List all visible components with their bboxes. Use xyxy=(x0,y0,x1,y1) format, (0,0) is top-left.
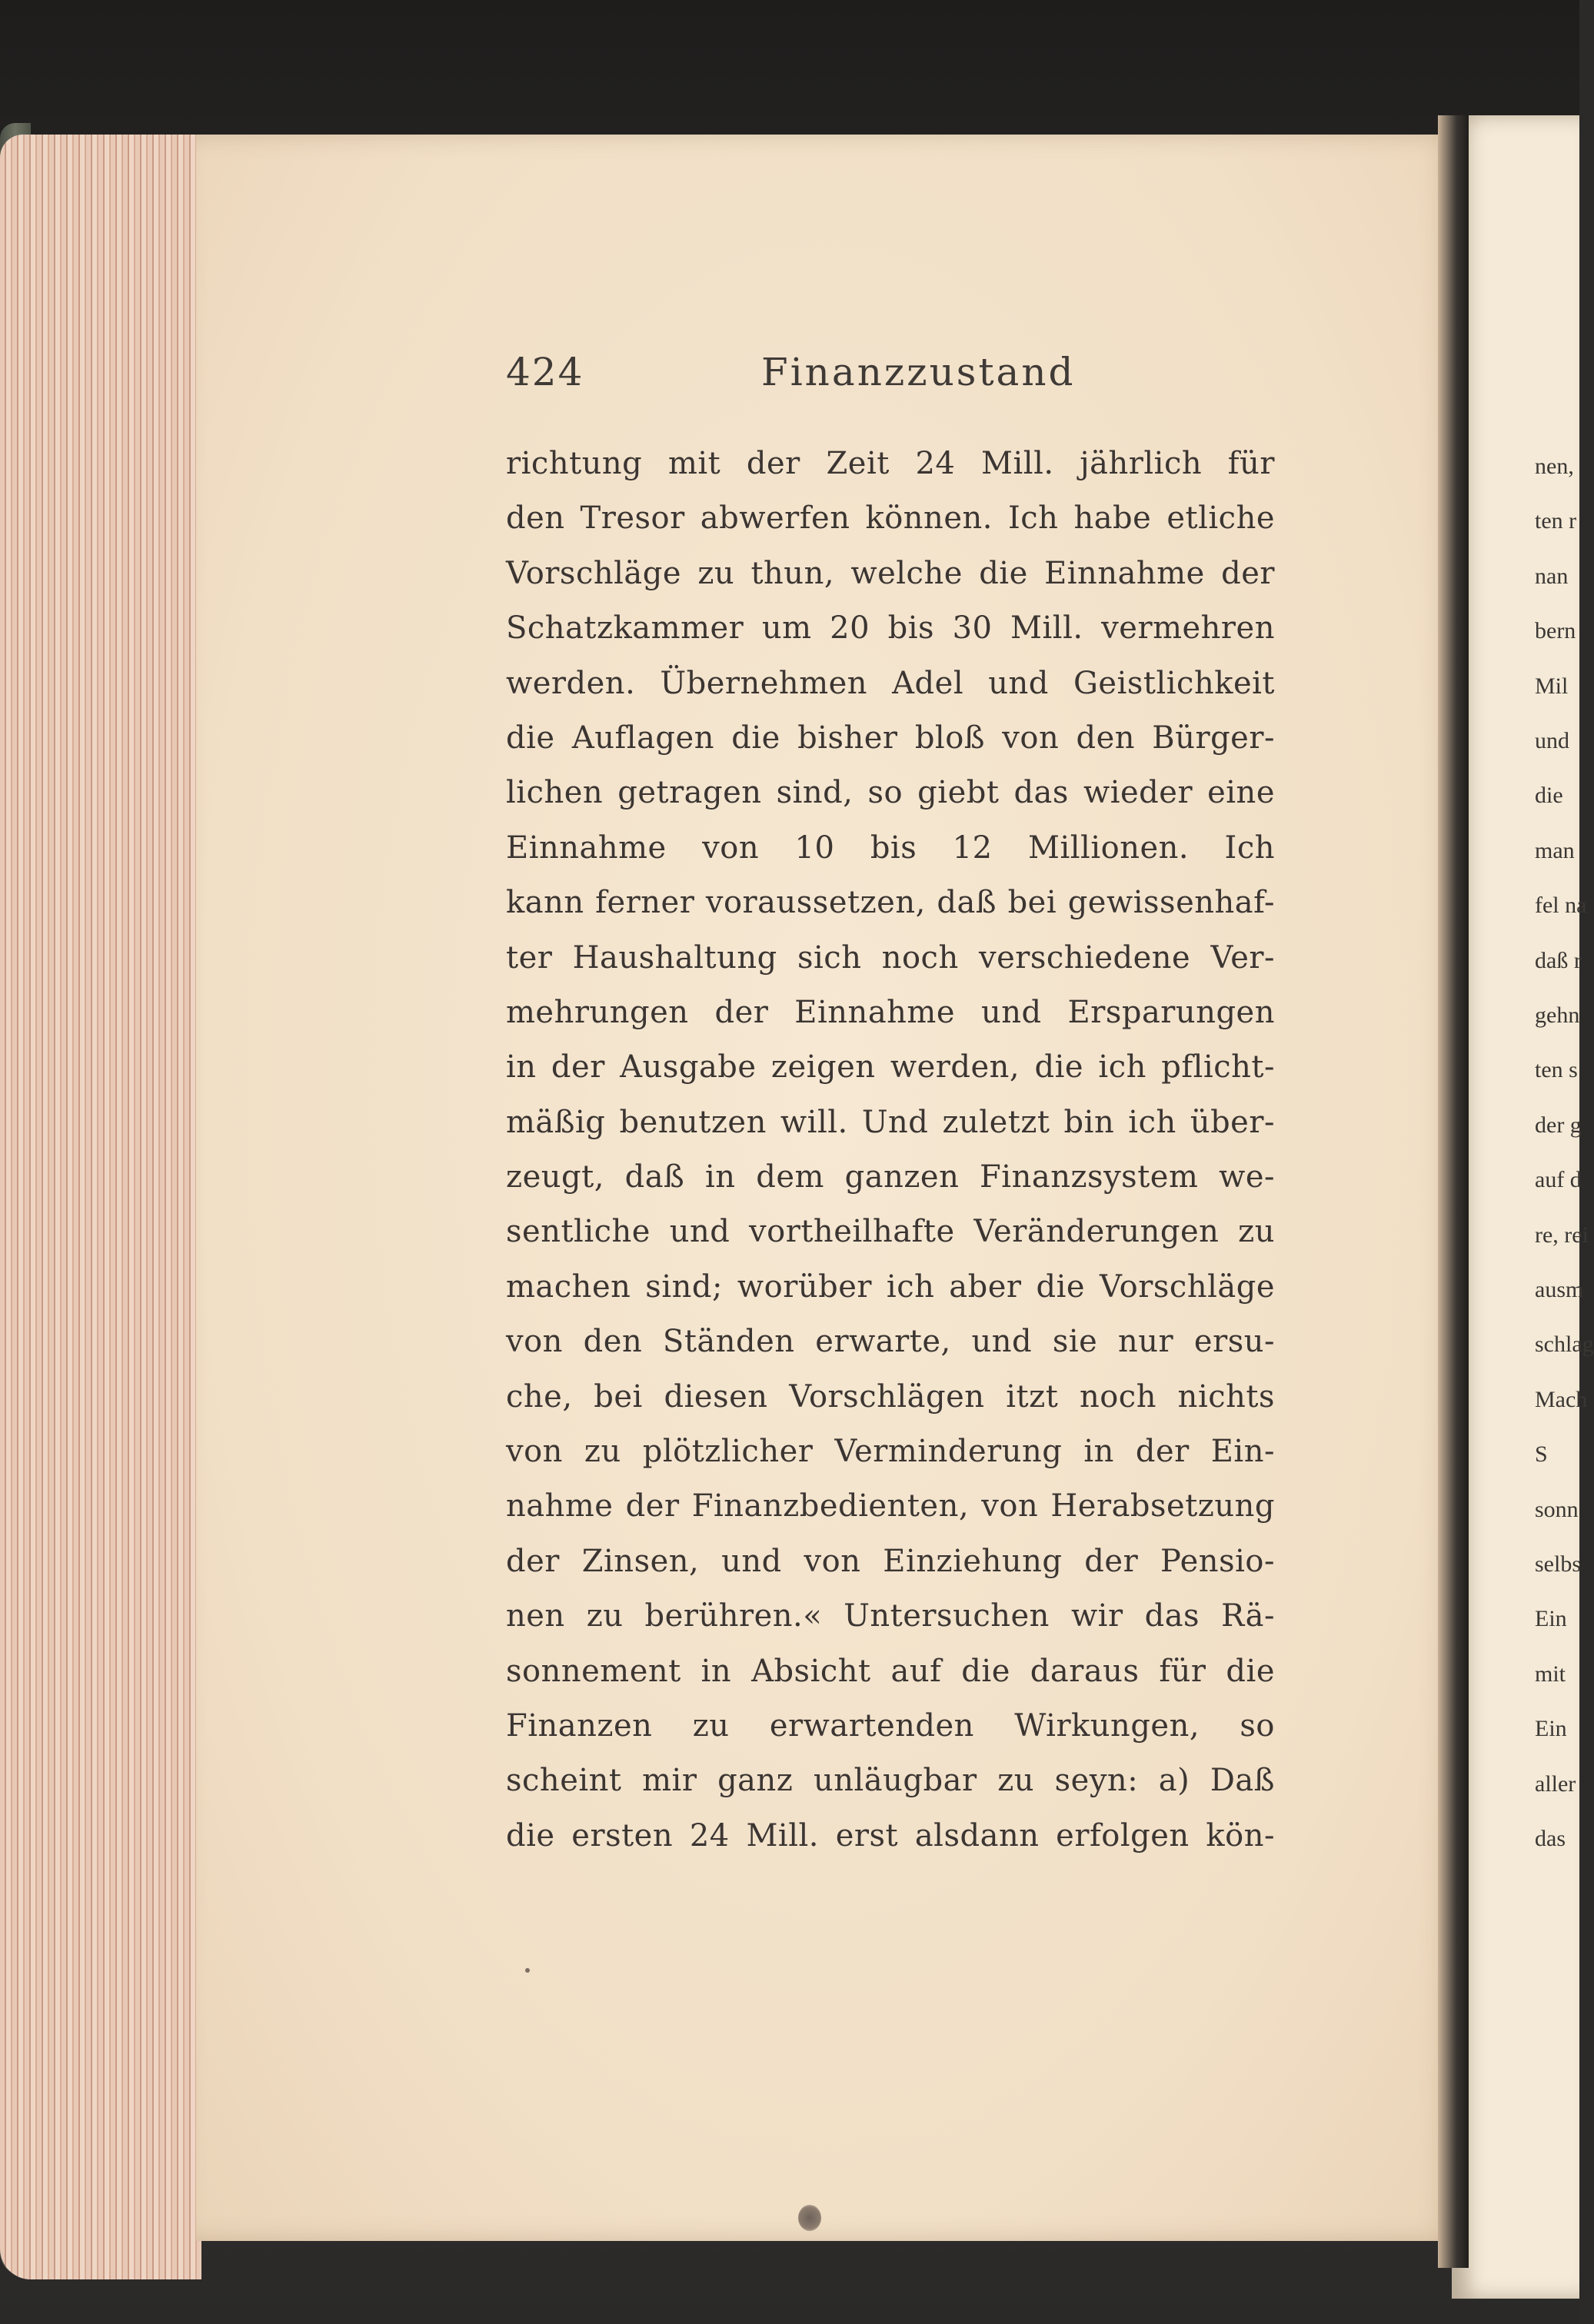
text-line: den Tresor abwerfen können. Ich habe etliche xyxy=(506,500,1275,537)
facing-page-fragment: und xyxy=(1535,728,1569,753)
facing-page-fragment: Mil xyxy=(1535,673,1569,699)
page-stain xyxy=(798,2205,821,2231)
text-line: Vorschläge zu thun, welche die Einnahme der xyxy=(506,555,1275,591)
facing-page-fragment: das xyxy=(1535,1826,1566,1851)
facing-page-fragment: auf d xyxy=(1535,1167,1582,1193)
facing-page-fragment: daß r xyxy=(1535,947,1582,973)
ink-speck xyxy=(525,1968,530,1973)
facing-page xyxy=(1452,115,1594,2299)
facing-page-fragment: ten s xyxy=(1535,1057,1578,1083)
text-line: Einnahme von 10 bis 12 Millionen. Ich xyxy=(506,830,1275,866)
facing-page-fragment: die xyxy=(1535,783,1563,809)
facing-page-fragment: ten r xyxy=(1535,508,1577,534)
text-line: scheint mir ganz unläugbar zu seyn: a) Daß xyxy=(506,1763,1275,1799)
facing-page-fragment: aller xyxy=(1535,1770,1576,1797)
running-head: Finanzzustand xyxy=(761,350,1076,394)
facing-page-fragment: sonn xyxy=(1535,1496,1579,1522)
text-line: werden. Übernehmen Adel und Geistlichkeit xyxy=(506,665,1275,701)
text-line: che, bei diesen Vorschlägen itzt noch nichts xyxy=(506,1378,1275,1415)
page-edges-stack xyxy=(0,135,201,2279)
facing-page-fragment: nen, xyxy=(1535,454,1574,479)
text-line: nahme der Finanzbedienten, von Herabsetzung xyxy=(506,1488,1275,1524)
facing-page-fragment: selbs xyxy=(1535,1551,1581,1577)
text-line: sentliche und vortheilhafte Veränderungen zu xyxy=(506,1214,1275,1250)
facing-page-fragment: der g xyxy=(1535,1112,1582,1138)
facing-page-fragment: nan xyxy=(1535,563,1569,589)
text-line: die ersten 24 Mill. erst alsdann erfolgen kön- xyxy=(506,1817,1275,1854)
facing-page-fragment: Ein xyxy=(1535,1606,1567,1632)
text-line: ter Haushaltung sich noch verschiedene Ver- xyxy=(506,939,1275,976)
facing-page-fragment: ausm xyxy=(1535,1277,1584,1302)
book-gutter xyxy=(1438,115,1469,2268)
text-line: in der Ausgabe zeigen werden, die ich pflicht- xyxy=(506,1049,1275,1086)
facing-page-fragment: man xyxy=(1535,837,1575,863)
body-text xyxy=(506,437,1275,1864)
text-line: sonnement in Absicht auf die daraus für die xyxy=(506,1653,1275,1689)
text-line: die Auflagen die bisher bloß von den Bürger- xyxy=(506,720,1275,756)
text-line: von zu plötzlicher Verminderung in der Ein- xyxy=(506,1434,1275,1470)
facing-page-fragment: fel na xyxy=(1535,893,1587,919)
facing-page-fragment: bern xyxy=(1535,618,1576,644)
facing-page-fragment: gehn xyxy=(1535,1002,1580,1028)
text-line: richtung mit der Zeit 24 Mill. jährlich für xyxy=(506,446,1275,481)
text-line: der Zinsen, und von Einziehung der Pensio- xyxy=(506,1543,1275,1579)
text-line: zeugt, daß in dem ganzen Finanzsystem we- xyxy=(506,1159,1275,1195)
facing-page-fragment: Mach xyxy=(1535,1386,1588,1412)
facing-page-fragment: mit xyxy=(1535,1661,1566,1687)
page-number: 424 xyxy=(506,350,584,394)
text-line: mehrungen der Einnahme und Ersparungen xyxy=(506,994,1275,1030)
text-line: machen sind; worüber ich aber die Vorschläge xyxy=(506,1268,1275,1305)
text-line: mäßig benutzen will. Und zuletzt bin ich über- xyxy=(506,1104,1275,1140)
text-line: Finanzen zu erwartenden Wirkungen, so xyxy=(506,1707,1275,1744)
text-line: kann ferner voraussetzen, daß bei gewissenhaf- xyxy=(506,885,1275,921)
text-line: nen zu berühren.« Untersuchen wir das Rä- xyxy=(506,1598,1275,1634)
text-line: lichen getragen sind, so giebt das wieder eine xyxy=(506,775,1275,811)
text-line: von den Ständen erwarte, und sie nur ersu- xyxy=(506,1324,1275,1360)
facing-page-fragment: schlag xyxy=(1535,1332,1594,1358)
text-line: Schatzkammer um 20 bis 30 Mill. vermehren xyxy=(506,610,1275,647)
facing-page-fragment: re, rei xyxy=(1535,1222,1589,1248)
facing-page-fragment: S xyxy=(1535,1441,1548,1468)
facing-page-fragment: Ein xyxy=(1535,1716,1567,1742)
